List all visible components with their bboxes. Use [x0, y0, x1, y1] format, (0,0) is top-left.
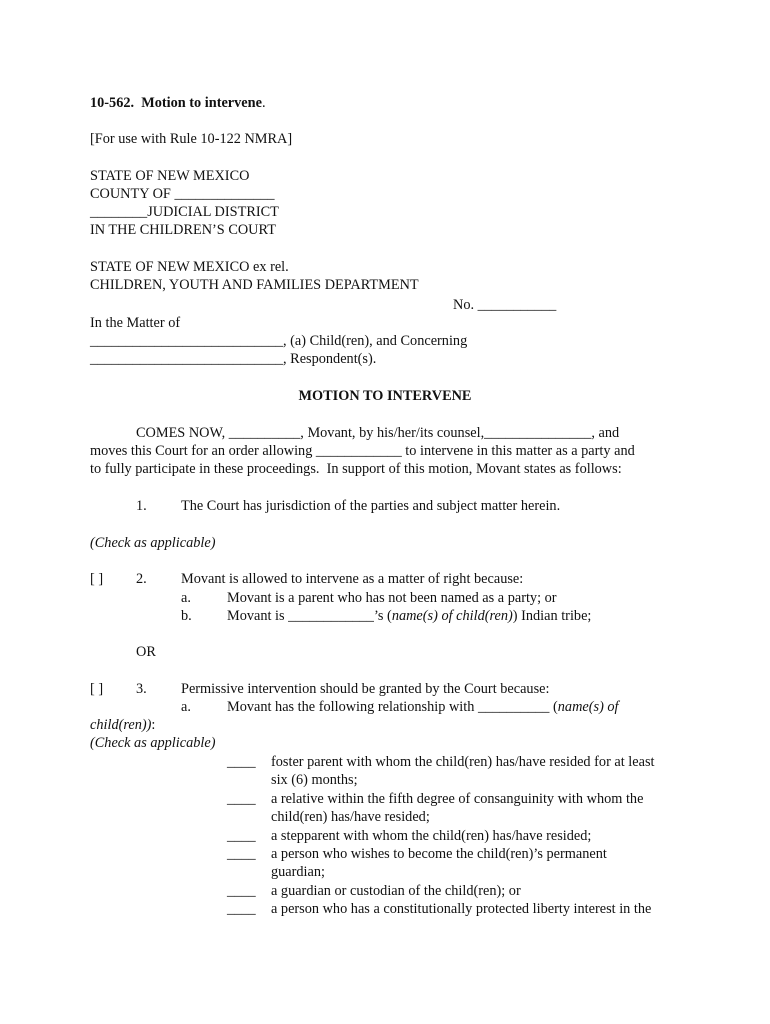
item-3-checkbox[interactable]: [ ]	[90, 681, 104, 697]
rule-title: Motion to intervene	[141, 95, 262, 111]
party-department: CHILDREN, YOUTH AND FAMILIES DEPARTMENT	[90, 277, 419, 293]
case-number: No. ___________	[453, 297, 557, 313]
intro-line-1: COMES NOW, __________, Movant, by his/her/its counsel,_______________, and	[136, 425, 620, 441]
rule-heading	[90, 94, 266, 112]
option-blank[interactable]: ____	[227, 846, 256, 862]
caption-court: IN THE CHILDREN’S COURT	[90, 222, 276, 238]
option-text-continued: guardian;	[271, 864, 325, 880]
option-text-continued: six (6) months;	[271, 772, 358, 788]
option-blank[interactable]: ____	[227, 828, 256, 844]
option-blank[interactable]: ____	[227, 883, 256, 899]
option-blank[interactable]: ____	[227, 791, 256, 807]
option-blank[interactable]: ____	[227, 754, 256, 770]
check-applicable-1: (Check as applicable)	[90, 535, 216, 551]
item-1-text: The Court has jurisdiction of the parties and subject matter herein.	[181, 498, 561, 514]
children-line: ___________________________, (a) Child(ren), and Concerning	[90, 333, 468, 349]
item-3-text: Permissive intervention should be granted by the Court because:	[181, 681, 550, 697]
caption-state: STATE OF NEW MEXICO	[90, 168, 250, 184]
option-text: a person who has a constitutionally protected liberty interest in the	[271, 901, 652, 917]
for-use-note: [For use with Rule 10-122 NMRA]	[90, 131, 293, 147]
item-3a-label: a.	[181, 699, 191, 715]
option-text: a guardian or custodian of the child(ren); or	[271, 883, 521, 899]
item-2a-text: Movant is a parent who has not been named as a party; or	[227, 590, 557, 606]
rule-number: 10-562.	[90, 95, 135, 111]
option-text: a person who wishes to become the child(ren)’s permanent	[271, 846, 607, 862]
rule-suffix: .	[261, 95, 266, 111]
item-2a-label: a.	[181, 590, 191, 606]
option-text: a relative within the fifth degree of consanguinity with whom the	[271, 791, 644, 807]
option-text-continued: child(ren) has/have resided;	[271, 809, 430, 825]
item-3a-wrap: child(ren)):	[90, 717, 156, 733]
option-blank[interactable]: ____	[227, 901, 256, 917]
caption-county: COUNTY OF ______________	[90, 186, 275, 202]
intro-line-2: moves this Court for an order allowing ____________ to intervene in this matter as a party and	[90, 443, 635, 459]
option-text: foster parent with whom the child(ren) has/have resided for at least	[271, 754, 655, 770]
document-heading: MOTION TO INTERVENE	[298, 388, 472, 404]
item-2b-text: Movant is ____________’s (name(s) of child(ren)) Indian tribe;	[227, 608, 592, 624]
intro-line-3: to fully participate in these proceedings. In support of this motion, Movant states as follows:	[90, 461, 622, 477]
item-3-number: 3.	[136, 681, 147, 697]
item-1-number: 1.	[136, 498, 147, 514]
item-2-checkbox[interactable]: [ ]	[90, 571, 104, 587]
respondents-line: ___________________________, Respondent(s).	[90, 351, 377, 367]
in-the-matter-of: In the Matter of	[90, 315, 181, 331]
item-2-text: Movant is allowed to intervene as a matter of right because:	[181, 571, 524, 587]
item-2-number: 2.	[136, 571, 147, 587]
option-text: a stepparent with whom the child(ren) has/have resided;	[271, 828, 592, 844]
item-3a-text: Movant has the following relationship with __________ (name(s) of	[227, 699, 619, 715]
caption-district: ________JUDICIAL DISTRICT	[90, 204, 279, 220]
or-separator: OR	[136, 644, 156, 660]
item-2b-label: b.	[181, 608, 192, 624]
check-applicable-2: (Check as applicable)	[90, 735, 216, 751]
party-state: STATE OF NEW MEXICO ex rel.	[90, 259, 289, 275]
